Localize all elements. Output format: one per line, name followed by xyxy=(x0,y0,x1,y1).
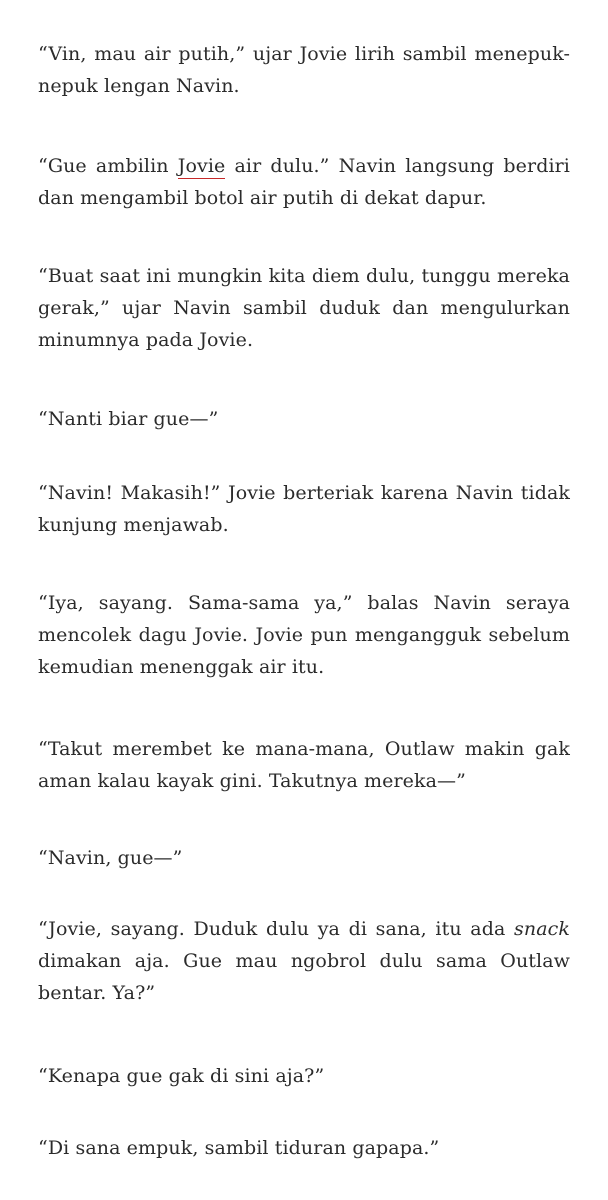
paragraph: “Gue ambilin Jovie air dulu.” Navin langsung berdiri dan mengambil botol air putih di dekat dapur. xyxy=(38,155,570,209)
paragraph: “Kenapa gue gak di sini aja?” xyxy=(38,1065,325,1087)
italic-word: snack xyxy=(514,918,570,940)
highlighted-name[interactable]: Jovie xyxy=(177,155,226,177)
paragraph: “Vin, mau air putih,” ujar Jovie lirih sambil menepuk-nepuk lengan Navin. xyxy=(38,43,570,97)
paragraph: “Di sana empuk, sambil tiduran gapapa.” xyxy=(38,1137,440,1159)
paragraph: “Takut merembet ke mana-mana, Outlaw makin gak aman kalau kayak gini. Takutnya mereka—” xyxy=(38,738,570,792)
paragraph: “Iya, sayang. Sama-sama ya,” balas Navin seraya mencolek dagu Jovie. Jovie pun mengangguk sebelum kemudian menenggak air itu. xyxy=(38,592,570,678)
paragraph: “Jovie, sayang. Duduk dulu ya di sana, itu ada snack dimakan aja. Gue mau ngobrol dulu sama Outlaw bentar. Ya?” xyxy=(38,918,570,1004)
paragraph: “Navin! Makasih!” Jovie berteriak karena Navin tidak kunjung menjawab. xyxy=(38,482,570,536)
paragraph: “Nanti biar gue—” xyxy=(38,408,219,430)
paragraph: “Navin, gue—” xyxy=(38,847,183,869)
paragraph: “Buat saat ini mungkin kita diem dulu, tunggu mereka gerak,” ujar Navin sambil duduk dan mengulurkan minumnya pada Jovie. xyxy=(38,265,570,351)
